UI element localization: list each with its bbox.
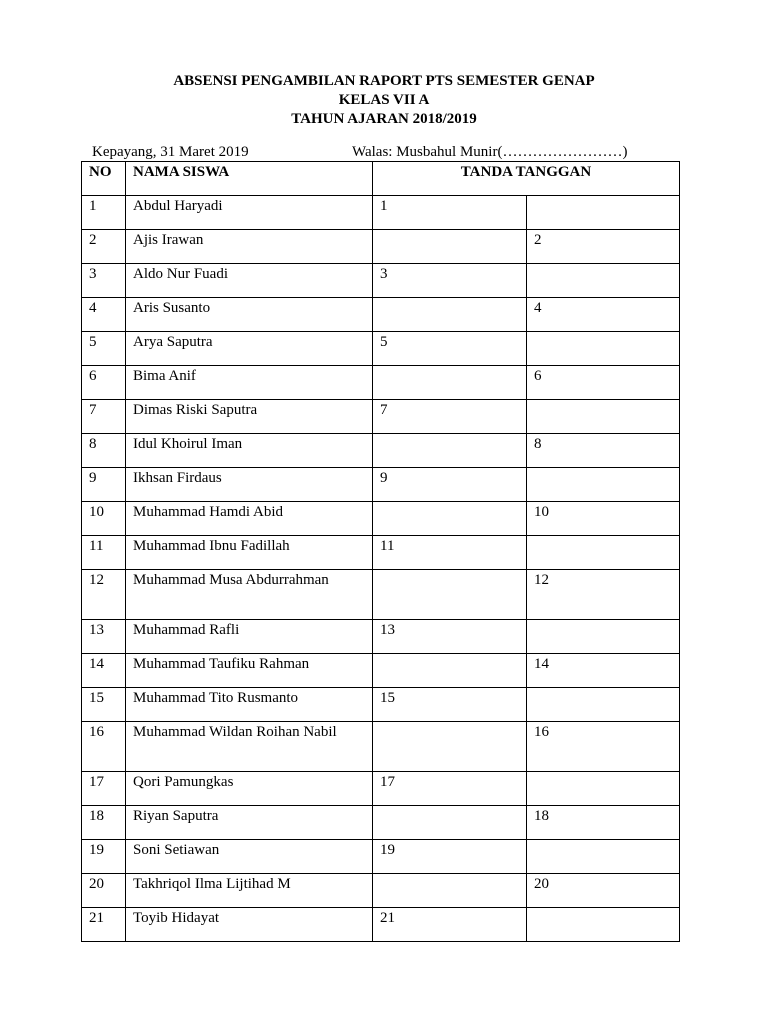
signature-right: [527, 772, 680, 806]
signature-left: 13: [373, 620, 527, 654]
signature-right: 20: [527, 874, 680, 908]
row-number: 17: [82, 772, 126, 806]
student-name: Muhammad Wildan Roihan Nabil: [126, 722, 373, 772]
table-header-row: [82, 162, 680, 196]
table-row: [82, 400, 680, 434]
row-number: 6: [82, 366, 126, 400]
row-number: 5: [82, 332, 126, 366]
signature-left: 9: [373, 468, 527, 502]
signature-right: 2: [527, 230, 680, 264]
table-row: [82, 468, 680, 502]
table-row: [82, 620, 680, 654]
student-name: Arya Saputra: [126, 332, 373, 366]
student-name: Muhammad Rafli: [126, 620, 373, 654]
table-row: [82, 688, 680, 722]
signature-right: 8: [527, 434, 680, 468]
table-row: [82, 654, 680, 688]
signature-left: 17: [373, 772, 527, 806]
table-body: [82, 196, 680, 942]
row-number: 14: [82, 654, 126, 688]
student-name: Abdul Haryadi: [126, 196, 373, 230]
row-number: 16: [82, 722, 126, 772]
signature-right: [527, 400, 680, 434]
signature-left: 1: [373, 196, 527, 230]
table-row: [82, 366, 680, 400]
signature-left: 15: [373, 688, 527, 722]
student-name: Toyib Hidayat: [126, 908, 373, 942]
signature-left: [373, 366, 527, 400]
student-name: Aldo Nur Fuadi: [126, 264, 373, 298]
academic-year-heading: TAHUN AJARAN 2018/2019: [291, 111, 477, 127]
student-name: Bima Anif: [126, 366, 373, 400]
signature-left: 5: [373, 332, 527, 366]
table-row: [82, 332, 680, 366]
signature-right: [527, 468, 680, 502]
signature-left: [373, 434, 527, 468]
signature-left: 7: [373, 400, 527, 434]
student-name: Muhammad Tito Rusmanto: [126, 688, 373, 722]
student-name: Dimas Riski Saputra: [126, 400, 373, 434]
table-row: [82, 722, 680, 772]
student-name: Ajis Irawan: [126, 230, 373, 264]
signature-left: [373, 806, 527, 840]
signature-right: 6: [527, 366, 680, 400]
student-name: Muhammad Hamdi Abid: [126, 502, 373, 536]
signature-left: [373, 570, 527, 620]
row-number: 20: [82, 874, 126, 908]
student-name: Ikhsan Firdaus: [126, 468, 373, 502]
row-number: 12: [82, 570, 126, 620]
table-row: [82, 908, 680, 942]
signature-left: [373, 298, 527, 332]
signature-left: 21: [373, 908, 527, 942]
signature-right: 18: [527, 806, 680, 840]
signature-right: 4: [527, 298, 680, 332]
place-date: Kepayang, 31 Maret 2019: [92, 144, 249, 160]
student-name: Qori Pamungkas: [126, 772, 373, 806]
row-number: 11: [82, 536, 126, 570]
student-name: Muhammad Taufiku Rahman: [126, 654, 373, 688]
homeroom-teacher: Walas: Musbahul Munir(……………………): [352, 144, 628, 160]
signature-left: 3: [373, 264, 527, 298]
row-number: 1: [82, 196, 126, 230]
header-no: NO: [82, 162, 126, 196]
attendance-table: [81, 161, 680, 942]
table-row: [82, 230, 680, 264]
table-row: [82, 772, 680, 806]
signature-right: [527, 536, 680, 570]
signature-right: [527, 840, 680, 874]
table-row: [82, 570, 680, 620]
signature-right: 10: [527, 502, 680, 536]
table-row: [82, 264, 680, 298]
row-number: 18: [82, 806, 126, 840]
table-row: [82, 196, 680, 230]
student-name: Takhriqol Ilma Lijtihad M: [126, 874, 373, 908]
signature-left: 11: [373, 536, 527, 570]
table-row: [82, 434, 680, 468]
header-signature: TANDA TANGGAN: [373, 162, 680, 196]
table-row: [82, 874, 680, 908]
signature-left: 19: [373, 840, 527, 874]
signature-left: [373, 230, 527, 264]
class-heading: KELAS VII A: [338, 92, 430, 108]
table-row: [82, 840, 680, 874]
student-name: Muhammad Ibnu Fadillah: [126, 536, 373, 570]
table-row: [82, 806, 680, 840]
row-number: 15: [82, 688, 126, 722]
row-number: 21: [82, 908, 126, 942]
row-number: 8: [82, 434, 126, 468]
row-number: 2: [82, 230, 126, 264]
signature-right: [527, 196, 680, 230]
student-name: Muhammad Musa Abdurrahman: [126, 570, 373, 620]
signature-left: [373, 874, 527, 908]
row-number: 3: [82, 264, 126, 298]
student-name: Riyan Saputra: [126, 806, 373, 840]
row-number: 19: [82, 840, 126, 874]
signature-right: 16: [527, 722, 680, 772]
signature-right: 12: [527, 570, 680, 620]
signature-right: [527, 908, 680, 942]
signature-right: [527, 332, 680, 366]
signature-left: [373, 654, 527, 688]
table-row: [82, 536, 680, 570]
table-row: [82, 298, 680, 332]
signature-right: [527, 688, 680, 722]
signature-left: [373, 722, 527, 772]
header-name: NAMA SISWA: [126, 162, 373, 196]
signature-right: [527, 264, 680, 298]
row-number: 7: [82, 400, 126, 434]
row-number: 13: [82, 620, 126, 654]
table-row: [82, 502, 680, 536]
signature-right: [527, 620, 680, 654]
student-name: Idul Khoirul Iman: [126, 434, 373, 468]
row-number: 4: [82, 298, 126, 332]
student-name: Soni Setiawan: [126, 840, 373, 874]
signature-left: [373, 502, 527, 536]
document-title: ABSENSI PENGAMBILAN RAPORT PTS SEMESTER GENAP: [173, 73, 595, 89]
row-number: 10: [82, 502, 126, 536]
signature-right: 14: [527, 654, 680, 688]
row-number: 9: [82, 468, 126, 502]
student-name: Aris Susanto: [126, 298, 373, 332]
